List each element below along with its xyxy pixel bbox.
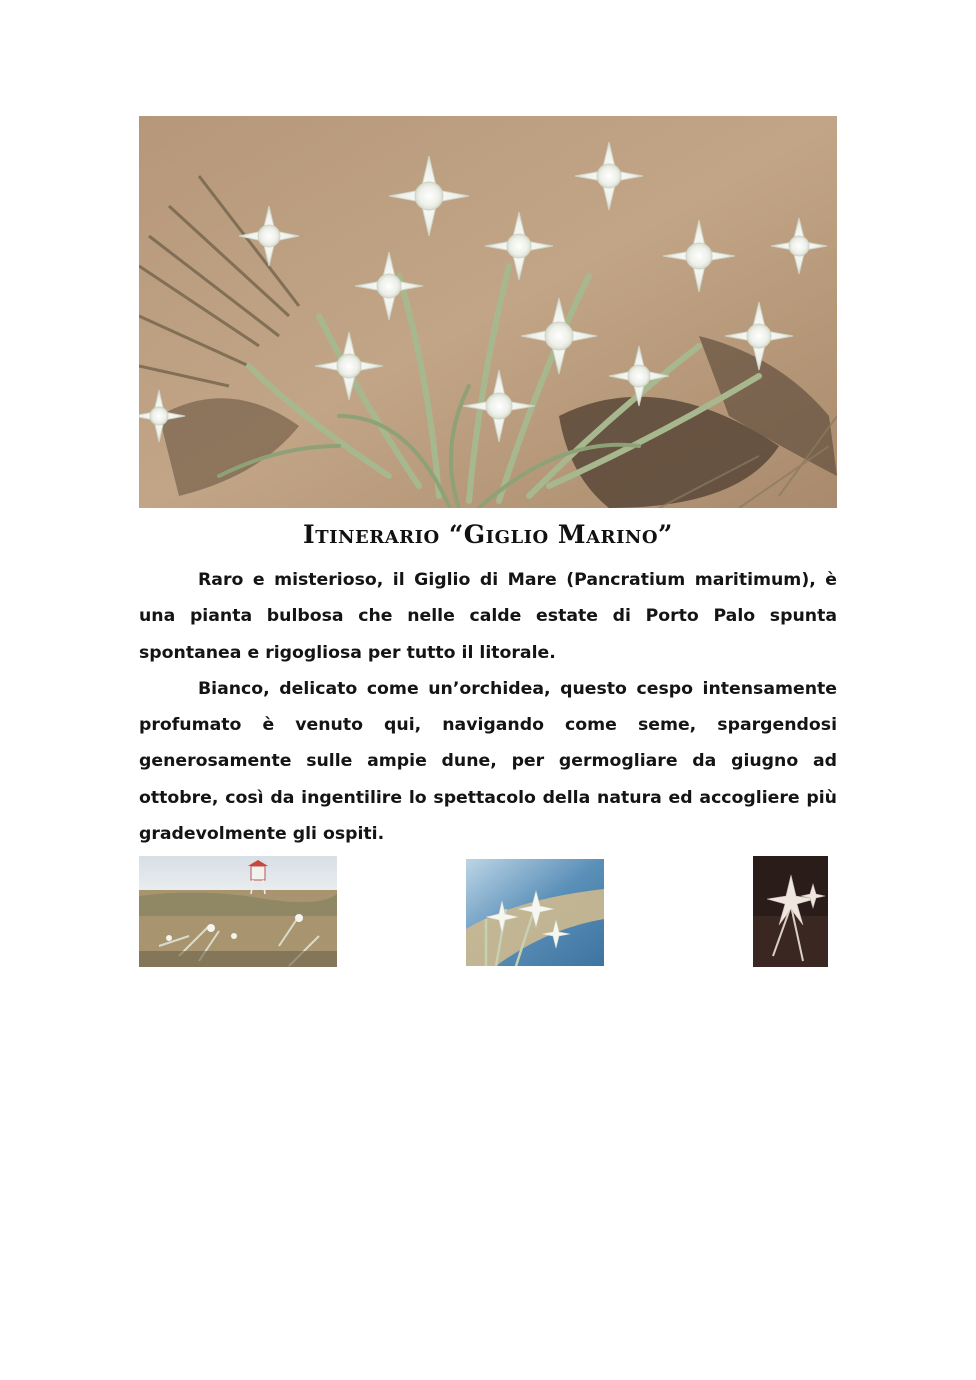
paragraph-2: Bianco, delicato come un’orchidea, questo cespo intensamente profumato è venuto qui, navigando come seme, spargendosi generosamente sulle ampie dune, per germogliare da giugno ad ottobre, così da ingentilire lo spettacolo della natura ed accogliere più gradevolmente gli ospiti. xyxy=(139,678,837,845)
thumbnail-closeup-illustration xyxy=(753,856,828,967)
thumbnail-photo-closeup xyxy=(753,856,828,967)
thumbnail-dunes-illustration xyxy=(139,856,337,967)
thumbnail-photo-dunes xyxy=(139,856,337,967)
paragraph-1: Raro e misterioso, il Giglio di Mare (Pancratium maritimum), è una pianta bulbosa che nelle calde estate di Porto Palo spunta spontanea e rigogliosa per tutto il litorale. xyxy=(139,570,837,663)
thumbnail-photo-sea xyxy=(466,859,604,966)
page-title: Itinerario “Giglio Marino” xyxy=(303,520,673,549)
body-text xyxy=(139,562,837,852)
thumbnail-sea-illustration xyxy=(466,859,604,966)
hero-photo-illustration xyxy=(139,116,837,508)
hero-photo xyxy=(139,116,837,508)
